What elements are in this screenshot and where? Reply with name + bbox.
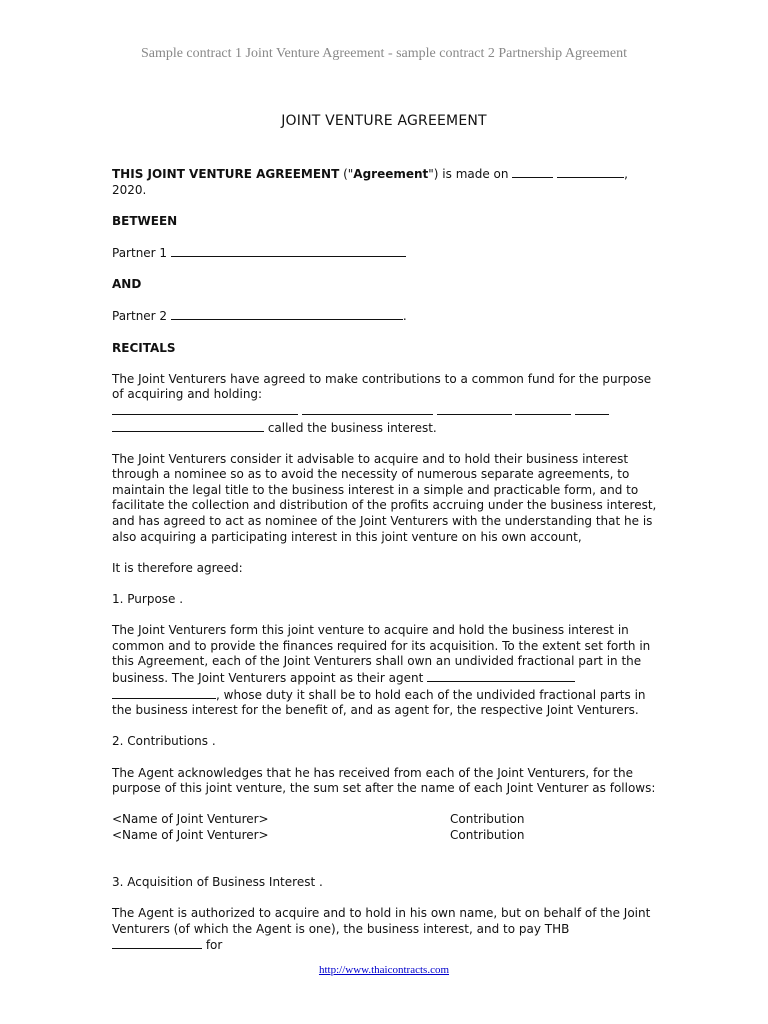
intro-open: (" [339, 167, 354, 181]
recitals-heading: RECITALS [112, 340, 176, 355]
page-footer [0, 964, 768, 976]
intro-year: , 2020. [112, 167, 628, 197]
contribution-label: Contribution [450, 827, 525, 842]
intro-agreement: Agreement [353, 167, 429, 181]
contribution-label: Contribution [450, 812, 525, 827]
date-month-blank [557, 166, 624, 178]
holding-blank [112, 403, 298, 415]
recital-1: The Joint Venturers have agreed to make contributions to a common fund for the purpose of acquiring and holding: [112, 371, 652, 402]
section-2-heading: 2. Contributions . [112, 734, 216, 749]
section-3-text [112, 906, 657, 954]
holding-blank [302, 403, 433, 415]
contribution-row [112, 828, 657, 844]
section-3-heading: 3. Acquisition of Business Interest . [112, 874, 323, 889]
section-3-text-a: The Agent is authorized to acquire and to hold in his own name, but on behalf of the Joint Venturers (of which the Agent is one), the business interest, and to pay THB [112, 905, 651, 936]
agent-blank [112, 687, 216, 699]
business-interest-text: called the business interest. [264, 420, 437, 435]
footer-link[interactable]: http://www.thaicontracts.com [318, 964, 450, 976]
intro-mid: ") is made on [428, 167, 513, 181]
joint-venturer-name: <Name of Joint Venturer> [112, 827, 269, 842]
section-1-text [112, 623, 657, 719]
section-1-text-b: , whose duty it shall be to hold each of the undivided fractional parts in the business interest for the benefit of, and as agent for, the respective Joint Venturers. [112, 687, 646, 718]
document-body [112, 166, 657, 954]
holding-blank [112, 420, 264, 432]
amount-blank [112, 937, 202, 949]
partner2-blank [171, 308, 403, 320]
partner1-blank [171, 245, 406, 257]
joint-venturer-name: <Name of Joint Venturer> [112, 812, 269, 827]
partner1-label: Partner 1 [112, 245, 171, 260]
section-2-text: The Agent acknowledges that he has received from each of the Joint Venturers, for the purpose of this joint venture, the sum set after the name of each Joint Venturer as follows: [112, 765, 656, 796]
therefore-agreed: It is therefore agreed: [112, 560, 243, 575]
holding-blank [515, 403, 571, 415]
partner2-end: . [402, 309, 407, 324]
partner2-line [112, 308, 657, 325]
and-heading: AND [112, 277, 142, 292]
contribution-row [112, 812, 657, 828]
holding-blank [575, 403, 609, 415]
intro-paragraph [112, 166, 657, 198]
section-1-heading: 1. Purpose . [112, 592, 184, 607]
holding-blank [437, 403, 512, 415]
date-day-blank [512, 166, 553, 178]
blank-line-1 [112, 403, 657, 420]
section-3-text-b: for [202, 938, 223, 953]
section-1-text-a: The Joint Venturers form this joint venture to acquire and hold the business interest in common and to provide the finances required for its acquisition. To the extent set forth in this Agreement, each of the Joint Venturers shall own an undivided fractional part in the business. The Joint Venturers appoint as their agent [112, 623, 651, 685]
partner2-label: Partner 2 [112, 309, 171, 324]
between-heading: BETWEEN [112, 213, 178, 228]
partner1-line [112, 245, 657, 262]
agent-blank [427, 670, 575, 682]
page-header: Sample contract 1 Joint Venture Agreement - sample contract 2 Partnership Agreement [140, 46, 628, 61]
intro-lead: THIS JOINT VENTURE AGREEMENT [112, 167, 340, 181]
recital-2: The Joint Venturers consider it advisable to acquire and to hold their business interest through a nominee so as to avoid the necessity of numerous separate agreements, to maintain the legal title to the business interest in a simple and practicable form, and to facilitate the collection and distribution of the profits accruing under the business interest, and has agreed to act as nominee of the Joint Venturers with the understanding that he is also acquiring a participating interest in this joint venture on his own account, [112, 451, 657, 544]
business-interest-line [112, 420, 657, 437]
document-title: JOINT VENTURE AGREEMENT [281, 113, 487, 129]
